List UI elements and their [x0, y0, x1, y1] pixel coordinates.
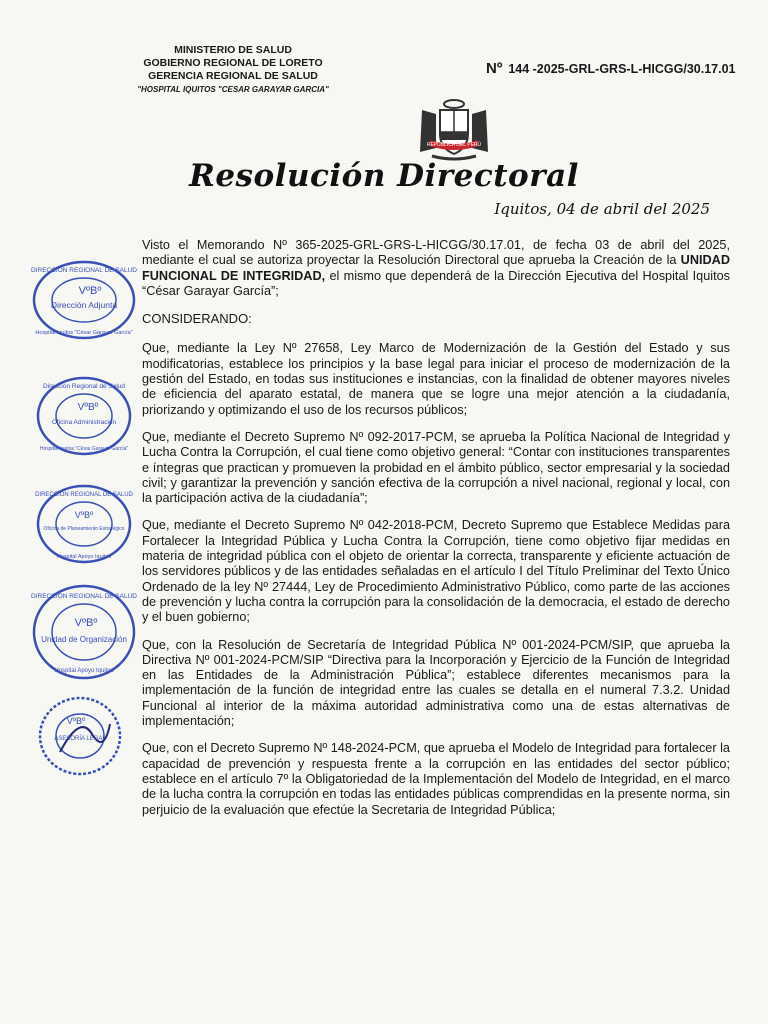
institution-header: [128, 44, 338, 96]
number-prefix: Nº: [486, 60, 503, 77]
stamp-vb: VºBº: [78, 285, 102, 297]
document-body: [142, 238, 730, 830]
coat-of-arms-icon: [416, 96, 492, 164]
stamp-unidad-organizacion: [30, 582, 138, 682]
stamp-bottom: Hospital Iquitos "César Garayar García": [39, 446, 129, 452]
stamp-vb: VºBº: [74, 617, 98, 629]
stamp-direccion-adjunta: [30, 258, 138, 342]
paragraph-ds-042-2018: Que, mediante el Decreto Supremo Nº 042-2018-PCM, Decreto Supremo que Establece Medidas para Fortalecer la Integridad Pública y Lucha Contra la Corrupción, tiene como objetivo fijar medidas en materia de integridad pública con el objeto de orientar la correcta, transparente y eficiente actuación de los servidores públicos y de las entidades señaladas en el artículo I del Título Preliminar del Texto Único Ordenado de la ley Nº 27444, Ley de Procedimiento Administrativo Público, como parte de las acciones de prevención y lucha contra la corrupción para la consolidación de la democracia, el estado de derecho y el buen gobierno;: [142, 518, 730, 625]
number-value: 144 -2025-GRL-GRS-L-HICGG/30.17.01: [508, 62, 736, 76]
paragraph-visto: [142, 238, 730, 299]
stamp-ring-text: Dirección Regional de Salud: [42, 383, 126, 390]
stamp-center: Oficina de Planeamiento Estratégico: [43, 526, 125, 532]
stamp-ring-text: DIRECCIÓN REGIONAL DE SALUD: [35, 492, 133, 498]
paragraph-resolucion-sip: Que, con la Resolución de Secretaría de Integridad Pública Nº 001-2024-PCM/SIP, que aprueba la Directiva Nº 001-2024-PCM/SIP “Directiva para la Incorporación y Ejercicio de la Función de Integridad en las Entidades de la Administración Pública”; establece diferentes mecanismos para la implementación de la función de integridad entre las cuales se detalla en el numeral 7.3.2. Unidad Funcional al interior de la máxima autoridad administrativa como una de estas alternativas de implementación;: [142, 637, 730, 729]
paragraph-ds-148-2024: Que, con el Decreto Supremo Nº 148-2024-PCM, que aprueba el Modelo de Integridad para fortalecer la capacidad de prevención y respuesta frente a la corrupción en las entidades del sector público; establece en el artículo 7º la Obligatoriedad de la Implementación del Modelo de Integridad, en el marco de la lucha contra la corrupción en todas las entidades públicas comprendidas en la presente norma, sin perjuicio de la evaluación que efectúe la Secretaria de Integridad Pública;: [142, 741, 730, 817]
stamp-center: Unidad de Organización: [41, 635, 127, 644]
regional-health-line: GERENCIA REGIONAL DE SALUD: [148, 70, 318, 82]
stamp-vb: VºBº: [77, 402, 99, 413]
stamp-vb: VºBº: [66, 716, 86, 726]
stamp-vb: VºBº: [74, 510, 94, 520]
paragraph-ds-092-2017: Que, mediante el Decreto Supremo Nº 092-2017-PCM, se aprueba la Política Nacional de Integridad y Lucha Contra la Corrupción, el cual tiene como objetivo general: “Contar con instituciones transparentes e íntegras que practican y promueven la probidad en el ámbito público, sector empresarial y la sociedad civil; y garantizar la prevención y sanción efectiva de la corrupción a nivel nacional, regional y local, con la participación activa de la ciudadanía”;: [142, 429, 730, 506]
hospital-line: "HOSPITAL IQUITOS "CESAR GARAYAR GARCIA": [137, 85, 329, 94]
stamp-ring-text: DIRECCIÓN REGIONAL DE SALUD: [31, 267, 137, 274]
place-date: Iquitos, 04 de abril del 2025: [494, 200, 710, 218]
stamp-center: Oficina Administración: [51, 419, 117, 426]
visto-text-end: el mismo que dependerá de la Dirección Ejecutiva del Hospital Iquitos “César Garayar García”;: [142, 268, 730, 298]
stamp-oficina-administracion: [30, 374, 138, 458]
document-title: Resolución Directoral: [189, 158, 579, 194]
unidad-funcional-name: UNIDAD FUNCIONAL DE INTEGRIDAD,: [142, 253, 730, 283]
stamp-planeamiento: [30, 482, 138, 566]
paragraph-ley-27658: Que, mediante la Ley Nº 27658, Ley Marco de Modernización de la Gestión del Estado y sus modificatorias, establece los principios y la base legal para iniciar el proceso de modernización de la gestión del Estado, en todas sus instituciones e instancias, con la finalidad de obtener mayores niveles de eficiencia del aparato estatal, de manera que se logre una mejor atención a la ciudadanía, priorizando y optimizando el uso de los recursos públicos;: [142, 341, 730, 417]
resolution-number: [486, 60, 735, 77]
stamp-asesoria-legal: [30, 694, 138, 778]
stamp-center: Dirección Adjunta: [50, 300, 118, 310]
stamp-bottom: Hospital Iquitos "César Garayar García": [35, 330, 133, 336]
stamp-bottom: Hospital Apoyo Iquitos: [54, 668, 114, 674]
considerando-heading: CONSIDERANDO:: [142, 311, 252, 327]
stamp-bottom: Hospital Apoyo Iquitos: [56, 554, 112, 560]
stamp-center: ASESORÍA LEGAL: [54, 736, 106, 742]
ministry-line: MINISTERIO DE SALUD: [174, 44, 292, 56]
coat-label: REPÚBLICA DEL PERÚ: [426, 142, 482, 148]
visto-text: Visto el Memorando Nº 365-2025-GRL-GRS-L-HICGG/30.17.01, de fecha 03 de abril del 2025, mediante el cual se autoriza proyectar la Resolución Directoral que aprueba la Creación de la: [142, 238, 730, 268]
regional-government-line: GOBIERNO REGIONAL DE LORETO: [143, 57, 323, 69]
stamp-ring-text: DIRECCIÓN REGIONAL DE SALUD: [31, 593, 137, 600]
